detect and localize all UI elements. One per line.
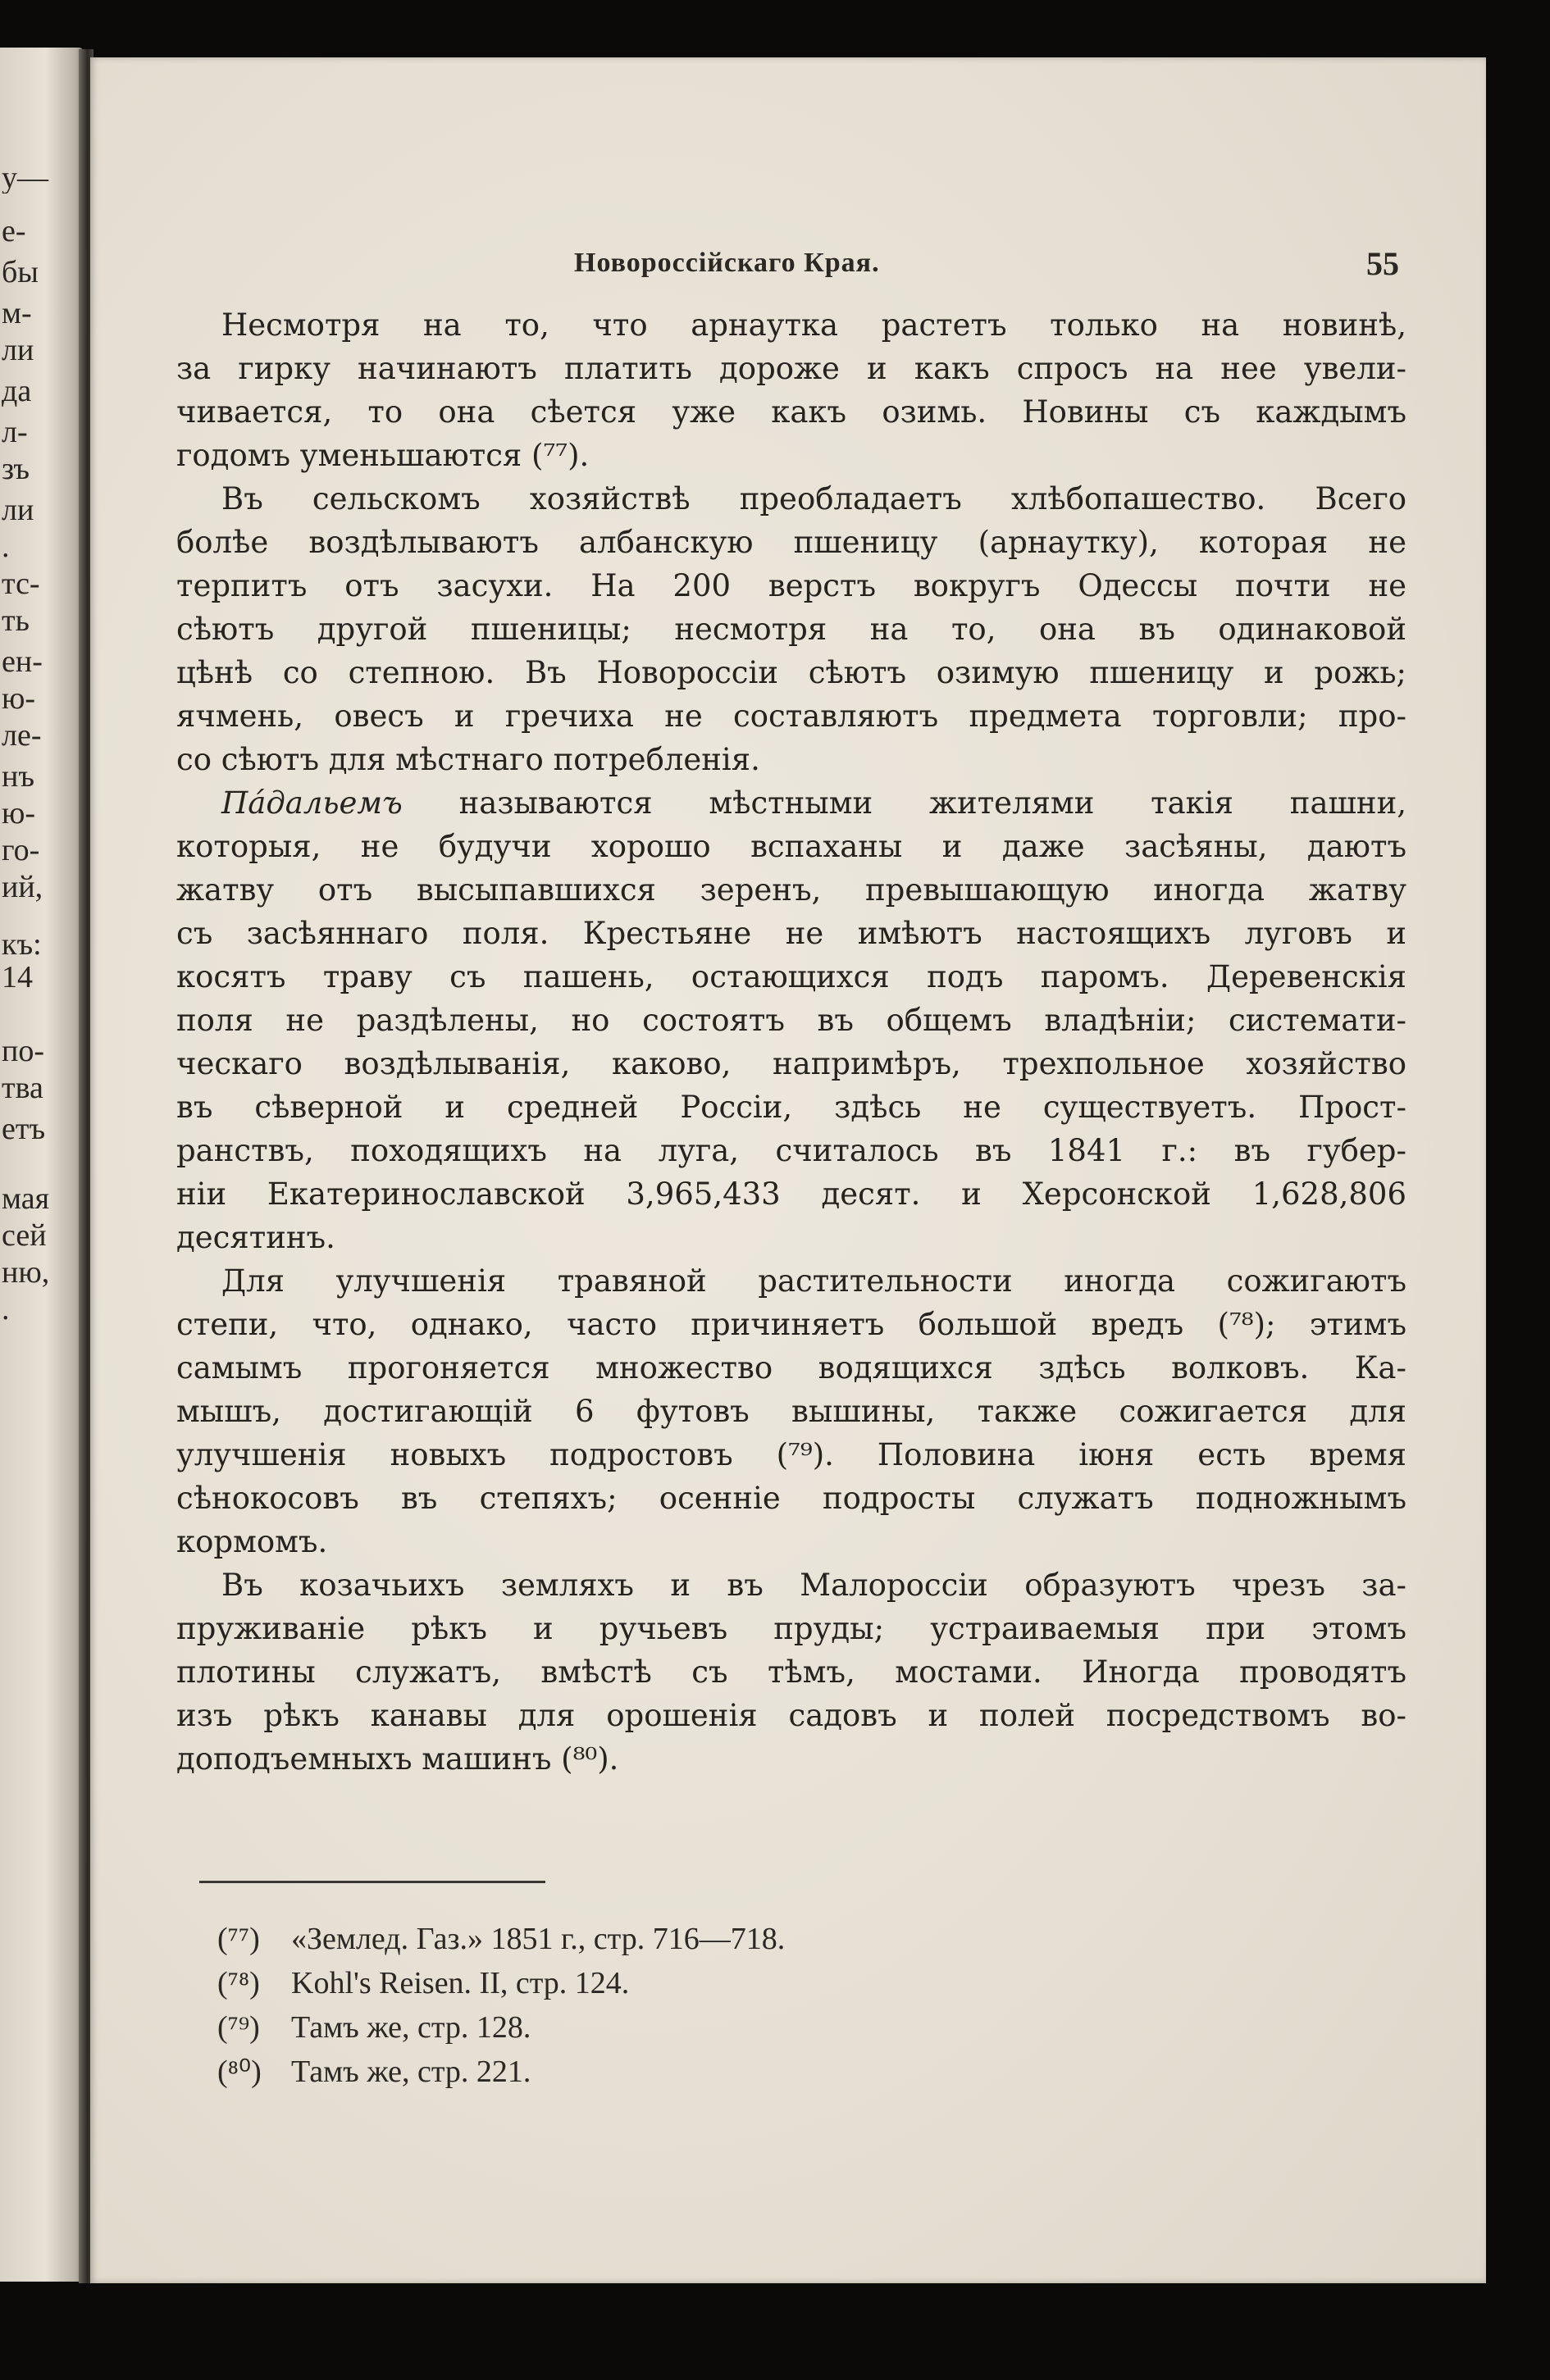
paragraph — [176, 1563, 1406, 1781]
left-page-fragment: бы — [2, 257, 39, 288]
text-line: самымъ прогоняется множество водящихся здѣсь волковъ. Ка- — [176, 1350, 1406, 1386]
text-line: косятъ траву съ пашень, остающихся подъ паромъ. Деревенскія — [176, 959, 1406, 994]
text-line — [176, 781, 1406, 825]
text-line: Для улучшенія травяной растительности иногда сожигаютъ — [221, 1263, 1406, 1299]
page-header — [574, 245, 1399, 287]
footnote-rule — [199, 1881, 545, 1883]
left-page-fragment: ню, — [2, 1257, 50, 1288]
text-line: ческаго воздѣлыванія, каково, напримѣръ, трехпольное хозяйство — [176, 1046, 1406, 1081]
paragraph — [176, 1259, 1406, 1563]
left-page-fragment: у— — [2, 162, 48, 193]
left-page-fragment: зъ — [2, 453, 30, 485]
text-line: Въ сельскомъ хозяйствѣ преобладаетъ хлѣбопашество. Всего — [221, 481, 1406, 517]
text-line: съ засѣяннаго поля. Крестьяне не имѣютъ настоящихъ луговъ и — [176, 916, 1406, 951]
text-line: чивается, то она сѣется уже какъ озимь. Новины съ каждымъ — [176, 394, 1406, 430]
footnote — [217, 2050, 1037, 2094]
text-line: жатву отъ высыпавшихся зеренъ, превышающую иногда жатву — [176, 872, 1406, 908]
text-line: ранствъ, походящихъ на луга, считалось въ 1841 г.: въ губер- — [176, 1133, 1406, 1168]
footnote-text: «Землед. Газ.» 1851 г., стр. 716—718. — [291, 1922, 786, 1956]
left-page-fragment: ен- — [2, 646, 43, 677]
text-line: ячмень, овесъ и гречиха не составляютъ предмета торговли; про- — [176, 699, 1406, 734]
left-page-fragment: ю- — [2, 683, 36, 714]
text-line: Несмотря на то, что арнаутка растетъ только на новинѣ, — [221, 307, 1406, 343]
italic-term: Пáдальемъ — [221, 785, 403, 821]
left-page-fragment: нъ — [2, 761, 34, 792]
text-line: въ сѣверной и средней Россіи, здѣсь не существуетъ. Прост- — [176, 1090, 1406, 1125]
left-page-fragment: да — [2, 375, 32, 407]
page-number: 55 — [1366, 245, 1399, 282]
text-line: десятинъ. — [176, 1220, 335, 1255]
text-line: пруживаніе рѣкъ и ручьевъ пруды; устраиваемыя при этомъ — [176, 1611, 1406, 1646]
text-line: ніи Екатеринославской 3,965,433 десят. и Херсонской 1,628,806 — [176, 1176, 1406, 1212]
left-page-fragment: тс- — [2, 568, 40, 599]
left-page-fragment: 14 — [2, 962, 33, 993]
book-page — [90, 57, 1486, 2283]
text-line: со сѣютъ для мѣстнаго потребленія. — [176, 742, 760, 777]
text-line: изъ рѣкъ канавы для орошенія садовъ и полей посредствомъ во- — [176, 1698, 1406, 1733]
previous-page-edge — [0, 48, 84, 2282]
text-line: поля не раздѣлены, но состоятъ въ общемъ владѣніи; системати- — [176, 1003, 1406, 1038]
paragraph — [176, 303, 1406, 477]
footnote-text: Тамъ же, стр. 128. — [291, 2010, 531, 2045]
left-page-fragment: тва — [2, 1072, 43, 1104]
left-page-fragment: ле- — [2, 720, 42, 751]
text-line: кормомъ. — [176, 1524, 328, 1559]
paragraph — [176, 477, 1406, 781]
text-line-rest: называются мѣстными жителями такія пашни, — [402, 785, 1406, 821]
left-page-fragment: етъ — [2, 1113, 46, 1144]
text-line: степи, что, однако, часто причиняетъ большой вредъ (⁷⁸); этимъ — [176, 1307, 1406, 1342]
text-line: болѣе воздѣлываютъ албанскую пшеницу (арнаутку), которая не — [176, 525, 1406, 560]
left-page-fragment: ть — [2, 605, 30, 636]
left-page-fragment: къ: — [2, 929, 42, 960]
text-line: годомъ уменьшаются (⁷⁷). — [176, 438, 590, 473]
footnote-text: Kohl's Reisen. II, стр. 124. — [291, 1966, 630, 2000]
left-page-fragment: ли — [2, 334, 34, 366]
left-page-fragment: е- — [2, 216, 26, 247]
left-page-fragment: л- — [2, 416, 28, 448]
footnote-mark: (⁸⁰) — [217, 2055, 262, 2089]
left-page-fragment: м- — [2, 298, 32, 329]
left-page-fragment: . — [2, 531, 10, 562]
footnote-mark: (⁷⁷) — [217, 1922, 260, 1956]
footnote — [217, 2005, 1037, 2050]
text-line: Въ козачьихъ земляхъ и въ Малороссіи образуютъ чрезъ за- — [221, 1568, 1406, 1603]
text-line: мышъ, достигающій 6 футовъ вышины, также сожигается для — [176, 1394, 1406, 1429]
left-page-fragment: ю- — [2, 798, 36, 829]
text-line: за гирку начинаютъ платить дороже и какъ спросъ на нее увели- — [176, 351, 1406, 386]
text-line: улучшенія новыхъ подростовъ (⁷⁹). Половина іюня есть время — [176, 1437, 1406, 1472]
footnote — [217, 1961, 1037, 2005]
running-head: Новороссійскаго Края. — [574, 248, 880, 278]
paragraph — [176, 781, 1406, 1259]
left-page-fragment: ли — [2, 494, 34, 526]
footnote-text: Тамъ же, стр. 221. — [291, 2055, 531, 2089]
footnotes — [217, 1917, 1037, 2094]
body-text — [176, 303, 1406, 1781]
footnote-mark: (⁷⁸) — [217, 1966, 260, 2000]
left-page-fragment: по- — [2, 1035, 44, 1067]
left-page-fragment: . — [2, 1294, 10, 1325]
left-page-fragment: мая — [2, 1183, 50, 1214]
text-line: терпитъ отъ засухи. На 200 верстъ вокругъ Одессы почти не — [176, 568, 1406, 603]
left-page-fragment: го- — [2, 835, 40, 866]
left-page-fragment: сей — [2, 1220, 47, 1251]
text-line: сѣнокосовъ въ степяхъ; осенніе подросты служатъ подножнымъ — [176, 1481, 1406, 1516]
text-line: цѣнѣ со степною. Въ Новороссіи сѣютъ озимую пшеницу и рожь; — [176, 655, 1406, 690]
text-line: плотины служатъ, вмѣстѣ съ тѣмъ, мостами. Иногда проводятъ — [176, 1654, 1406, 1690]
left-page-fragment: ий, — [2, 871, 43, 903]
footnote — [217, 1917, 1037, 1961]
text-line: доподъемныхъ машинъ (⁸⁰). — [176, 1741, 619, 1777]
footnote-mark: (⁷⁹) — [217, 2010, 260, 2045]
text-line: которыя, не будучи хорошо вспаханы и даже засѣяны, даютъ — [176, 829, 1406, 864]
text-line: сѣютъ другой пшеницы; несмотря на то, она въ одинаковой — [176, 612, 1406, 647]
